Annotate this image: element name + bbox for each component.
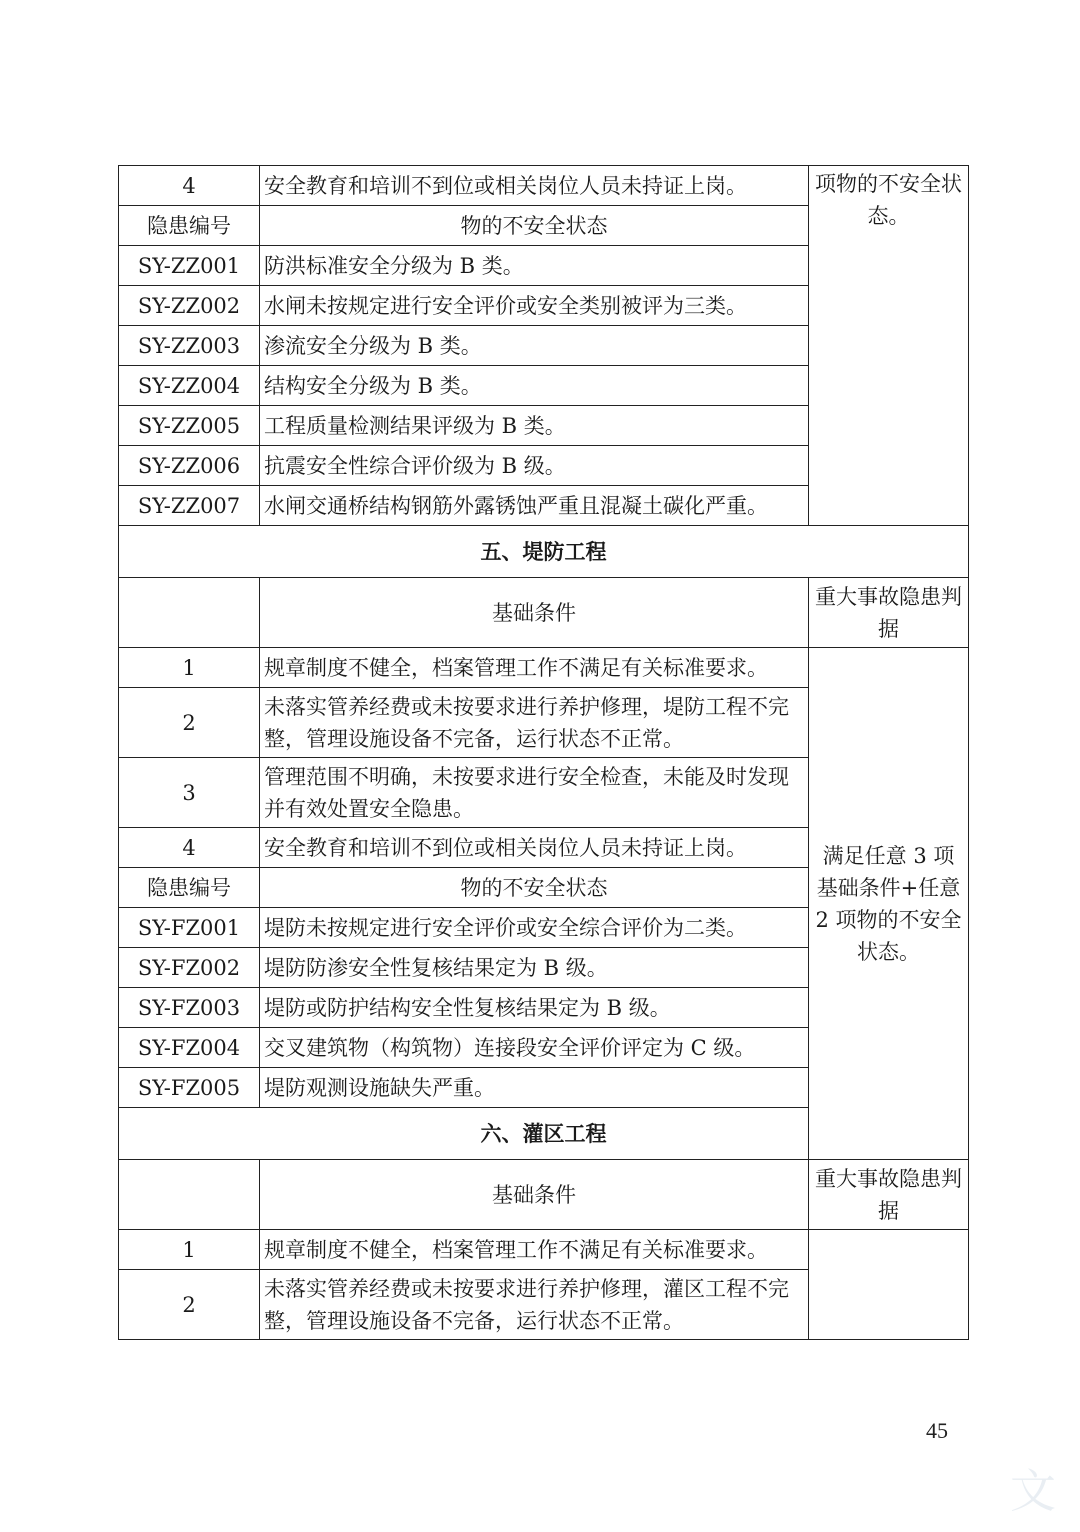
hazard-code: SY-ZZ002 bbox=[119, 286, 260, 326]
hazard-code: SY-FZ001 bbox=[119, 908, 260, 948]
condition-number: 3 bbox=[119, 758, 260, 828]
hazard-code: SY-FZ003 bbox=[119, 988, 260, 1028]
condition-number: 1 bbox=[119, 648, 260, 688]
hazard-code: SY-ZZ007 bbox=[119, 486, 260, 526]
judgment-header: 重大事故隐患判据 bbox=[809, 1160, 969, 1230]
column-header-row bbox=[119, 1160, 969, 1230]
hazard-text: 水闸交通桥结构钢筋外露锈蚀严重且混凝土碳化严重。 bbox=[260, 486, 809, 526]
hazard-code-header: 隐患编号 bbox=[119, 206, 260, 246]
condition-text: 管理范围不明确，未按要求进行安全检查，未能及时发现并有效处置安全隐患。 bbox=[260, 758, 809, 828]
condition-text: 规章制度不健全，档案管理工作不满足有关标准要求。 bbox=[260, 1230, 809, 1270]
hazard-code: SY-FZ002 bbox=[119, 948, 260, 988]
hazard-code-header: 隐患编号 bbox=[119, 868, 260, 908]
hazard-text: 交叉建筑物（构筑物）连接段安全评价评定为 C 级。 bbox=[260, 1028, 809, 1068]
table-row bbox=[119, 166, 969, 206]
empty-header-cell bbox=[119, 578, 260, 648]
condition-number: 2 bbox=[119, 1270, 260, 1340]
hazard-text: 工程质量检测结果评级为 B 类。 bbox=[260, 406, 809, 446]
condition-text: 安全教育和培训不到位或相关岗位人员未持证上岗。 bbox=[260, 166, 809, 206]
hazard-code: SY-ZZ006 bbox=[119, 446, 260, 486]
hazard-text: 防洪标准安全分级为 B 类。 bbox=[260, 246, 809, 286]
section-title-row bbox=[119, 1108, 969, 1160]
hazard-code: SY-ZZ005 bbox=[119, 406, 260, 446]
hazard-code: SY-FZ005 bbox=[119, 1068, 260, 1108]
hazard-text: 抗震安全性综合评价级为 B 级。 bbox=[260, 446, 809, 486]
hazard-code: SY-ZZ001 bbox=[119, 246, 260, 286]
hazard-text: 水闸未按规定进行安全评价或安全类别被评为三类。 bbox=[260, 286, 809, 326]
section-title-row bbox=[119, 526, 969, 578]
hazard-text: 渗流安全分级为 B 类。 bbox=[260, 326, 809, 366]
judgment-cell-empty bbox=[809, 1230, 969, 1340]
table-row bbox=[119, 648, 969, 688]
hazard-state-header: 物的不安全状态 bbox=[260, 206, 809, 246]
condition-text: 安全教育和培训不到位或相关岗位人员未持证上岗。 bbox=[260, 828, 809, 868]
hazard-state-header: 物的不安全状态 bbox=[260, 868, 809, 908]
hazard-text: 堤防未按规定进行安全评价或安全综合评价为二类。 bbox=[260, 908, 809, 948]
hazard-code: SY-FZ004 bbox=[119, 1028, 260, 1068]
judgment-cell: 项物的不安全状态。 bbox=[809, 166, 969, 526]
empty-header-cell bbox=[119, 1160, 260, 1230]
hazard-text: 堤防观测设施缺失严重。 bbox=[260, 1068, 809, 1108]
watermark-glyph: 文 bbox=[1010, 1464, 1056, 1518]
section-title: 六、灌区工程 bbox=[119, 1108, 969, 1160]
condition-number: 1 bbox=[119, 1230, 260, 1270]
condition-number: 4 bbox=[119, 828, 260, 868]
hazard-text: 堤防防渗安全性复核结果定为 B 级。 bbox=[260, 948, 809, 988]
hazard-code: SY-ZZ004 bbox=[119, 366, 260, 406]
hazard-criteria-table bbox=[118, 165, 969, 1340]
condition-number: 2 bbox=[119, 688, 260, 758]
column-header-row bbox=[119, 578, 969, 648]
hazard-text: 堤防或防护结构安全性复核结果定为 B 级。 bbox=[260, 988, 809, 1028]
judgment-cell: 满足任意 3 项基础条件+任意 2 项物的不安全状态。 bbox=[809, 648, 969, 1160]
table-row bbox=[119, 1230, 969, 1270]
condition-text: 未落实管养经费或未按要求进行养护修理，堤防工程不完整，管理设施设备不完备，运行状态不正常。 bbox=[260, 688, 809, 758]
basic-conditions-header: 基础条件 bbox=[260, 578, 809, 648]
hazard-text: 结构安全分级为 B 类。 bbox=[260, 366, 809, 406]
condition-text: 规章制度不健全，档案管理工作不满足有关标准要求。 bbox=[260, 648, 809, 688]
section-title: 五、堤防工程 bbox=[119, 526, 969, 578]
judgment-header: 重大事故隐患判据 bbox=[809, 578, 969, 648]
condition-text: 未落实管养经费或未按要求进行养护修理，灌区工程不完整，管理设施设备不完备，运行状态不正常。 bbox=[260, 1270, 809, 1340]
page-number: 45 bbox=[926, 1418, 948, 1443]
hazard-code: SY-ZZ003 bbox=[119, 326, 260, 366]
condition-number: 4 bbox=[119, 166, 260, 206]
basic-conditions-header: 基础条件 bbox=[260, 1160, 809, 1230]
